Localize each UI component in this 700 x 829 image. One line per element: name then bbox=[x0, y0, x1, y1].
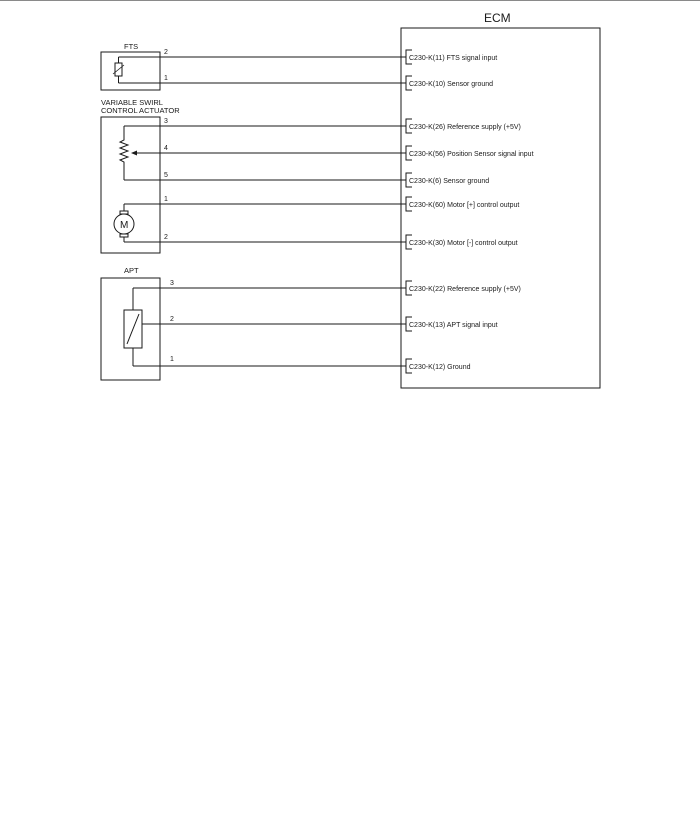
ecm-pin-label: C230-K(10) Sensor ground bbox=[409, 81, 494, 88]
motor-symbol: M bbox=[120, 220, 129, 231]
ecm-pin-label: C230-K(13) APT signal input bbox=[409, 322, 498, 329]
fts-thermistor-icon bbox=[113, 57, 160, 83]
apt-box bbox=[101, 278, 160, 380]
fts-pin-2: 2 bbox=[164, 49, 168, 56]
apt-pin-3: 3 bbox=[170, 280, 174, 287]
ecm-pin-motor-neg bbox=[406, 235, 518, 249]
ecm-title: ECM bbox=[484, 11, 511, 25]
ecm-pin-label: C230-K(60) Motor [+] control output bbox=[409, 202, 520, 209]
ecm-pin-label: C230-K(22) Reference supply (+5V) bbox=[409, 286, 521, 293]
fts-title: FTS bbox=[124, 42, 139, 51]
ecm-pin-label: C230-K(12) Ground bbox=[409, 364, 471, 371]
ecm-pin-vsa-ref bbox=[406, 119, 521, 133]
vsa-pin-1: 1 bbox=[164, 196, 168, 203]
fts-pin-1: 1 bbox=[164, 75, 168, 82]
ecm-pin-apt-gnd bbox=[406, 359, 471, 373]
vsa-pin-3: 3 bbox=[164, 118, 168, 125]
ecm-pin-apt-ref bbox=[406, 281, 521, 295]
ecm-pin-fts-ground bbox=[406, 76, 493, 90]
apt-pin-1: 1 bbox=[170, 356, 174, 363]
ecm-pin-vsa-pos bbox=[406, 146, 534, 160]
potentiometer-icon bbox=[120, 126, 160, 180]
ecm-pin-label: C230-K(6) Sensor ground bbox=[409, 178, 490, 185]
ecm-pin-apt-sig bbox=[406, 317, 498, 331]
ecm-pin-label: C230-K(11) FTS signal input bbox=[409, 55, 498, 62]
vsa-box bbox=[101, 117, 160, 253]
vsa-pin-5: 5 bbox=[164, 172, 168, 179]
ecm-pin-label: C230-K(26) Reference supply (+5V) bbox=[409, 124, 521, 131]
apt-pin-2: 2 bbox=[170, 316, 174, 323]
pressure-sensor-icon bbox=[124, 288, 160, 366]
ecm-pin-label: C230-K(56) Position Sensor signal input bbox=[409, 151, 534, 158]
ecm-pin-vsa-gnd bbox=[406, 173, 489, 187]
vsa-title-line2: CONTROL ACTUATOR bbox=[101, 106, 180, 115]
ecm-pin-fts-signal bbox=[406, 50, 497, 64]
fts-box bbox=[101, 52, 160, 90]
apt-title: APT bbox=[124, 266, 139, 275]
ecm-pin-label: C230-K(30) Motor [-] control output bbox=[409, 240, 518, 247]
vsa-pin-4: 4 bbox=[164, 145, 168, 152]
ecm-pin-motor-pos bbox=[406, 197, 519, 211]
vsa-pin-2: 2 bbox=[164, 234, 168, 241]
vsa-title-line1: VARIABLE SWIRL bbox=[101, 98, 163, 107]
